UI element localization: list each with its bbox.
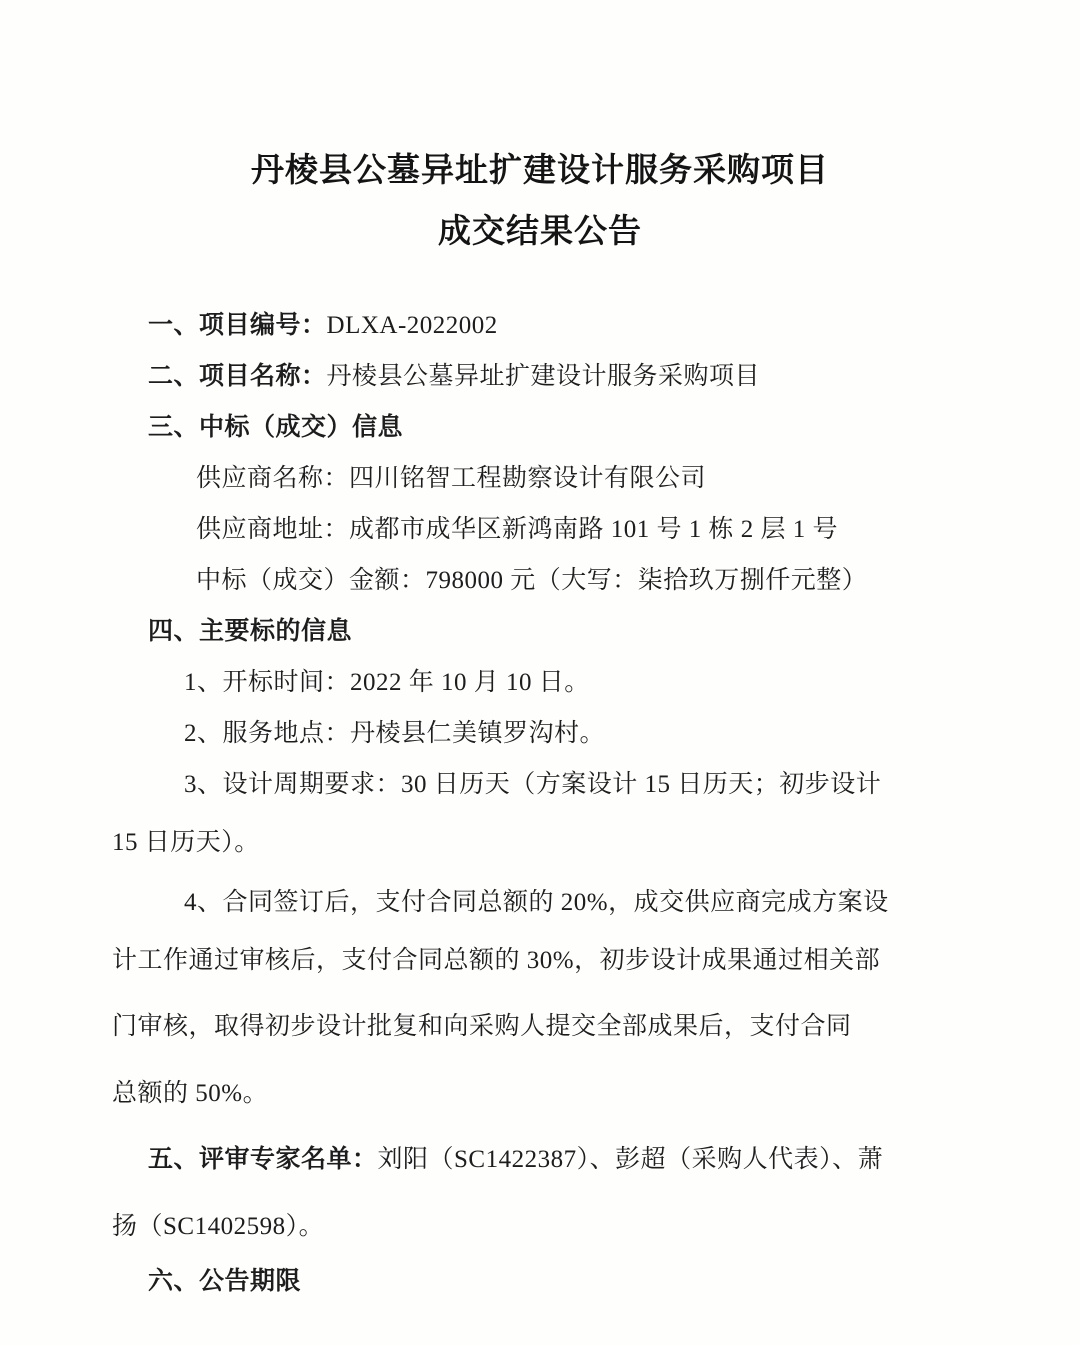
award-amount: 中标（成交）金额：798000 元（大写：柒拾玖万捌仟元整） <box>196 567 868 594</box>
section-review-experts-value-cont: 扬（SC1402598）。 <box>112 1212 325 1240</box>
section-review-experts-label: 五、评审专家名单： <box>148 1146 378 1173</box>
section-announcement-period: 六、公告期限 <box>148 1268 302 1295</box>
section-project-number-label: 一、项目编号： <box>148 312 327 339</box>
main-subject-item-3-cont: 15 日历天）。 <box>112 829 260 856</box>
main-subject-item-4-cont-3: 总额的 50%。 <box>112 1079 269 1107</box>
section-review-experts-value: 刘阳（SC1422387）、彭超（采购人代表）、萧 <box>377 1146 884 1173</box>
title-line-1: 丹棱县公墓异址扩建设计服务采购项目 <box>251 153 829 189</box>
section-project-name <box>112 364 968 389</box>
main-subject-item-4-cont-2: 门审核，取得初步设计批复和向采购人提交全部成果后，支付合同 <box>112 1013 852 1040</box>
main-subject-item-2: 2、服务地点：丹棱县仁美镇罗沟村。 <box>184 720 606 747</box>
section-review-experts <box>112 1140 968 1181</box>
document-title <box>112 155 968 249</box>
section-project-number-value: DLXA-2022002 <box>326 312 498 339</box>
award-supplier-name: 供应商名称：四川铭智工程勘察设计有限公司 <box>196 465 707 492</box>
main-subject-item-4-cont-1: 计工作通过审核后，支付合同总额的 30%，初步设计成果通过相关部 <box>112 946 881 974</box>
document-content <box>112 313 968 1294</box>
main-subject-item-3: 3、设计周期要求：30 日历天（方案设计 15 日历天；初步设计 <box>184 771 882 798</box>
section-project-number <box>112 313 968 338</box>
section-project-name-value: 丹棱县公墓异址扩建设计服务采购项目 <box>326 363 761 390</box>
main-subject-item-4: 4、合同签订后，支付合同总额的 20%，成交供应商完成方案设 <box>184 888 889 916</box>
section-project-name-label: 二、项目名称： <box>148 363 327 390</box>
award-supplier-address: 供应商地址：成都市成华区新鸿南路 101 号 1 栋 2 层 1 号 <box>196 516 839 543</box>
section-main-subject-heading: 四、主要标的信息 <box>148 618 353 645</box>
section-award-heading: 三、中标（成交）信息 <box>148 414 404 441</box>
document-body <box>112 0 968 1294</box>
title-line-2: 成交结果公告 <box>438 214 642 250</box>
main-subject-item-1: 1、开标时间：2022 年 10 月 10 日。 <box>184 669 590 696</box>
